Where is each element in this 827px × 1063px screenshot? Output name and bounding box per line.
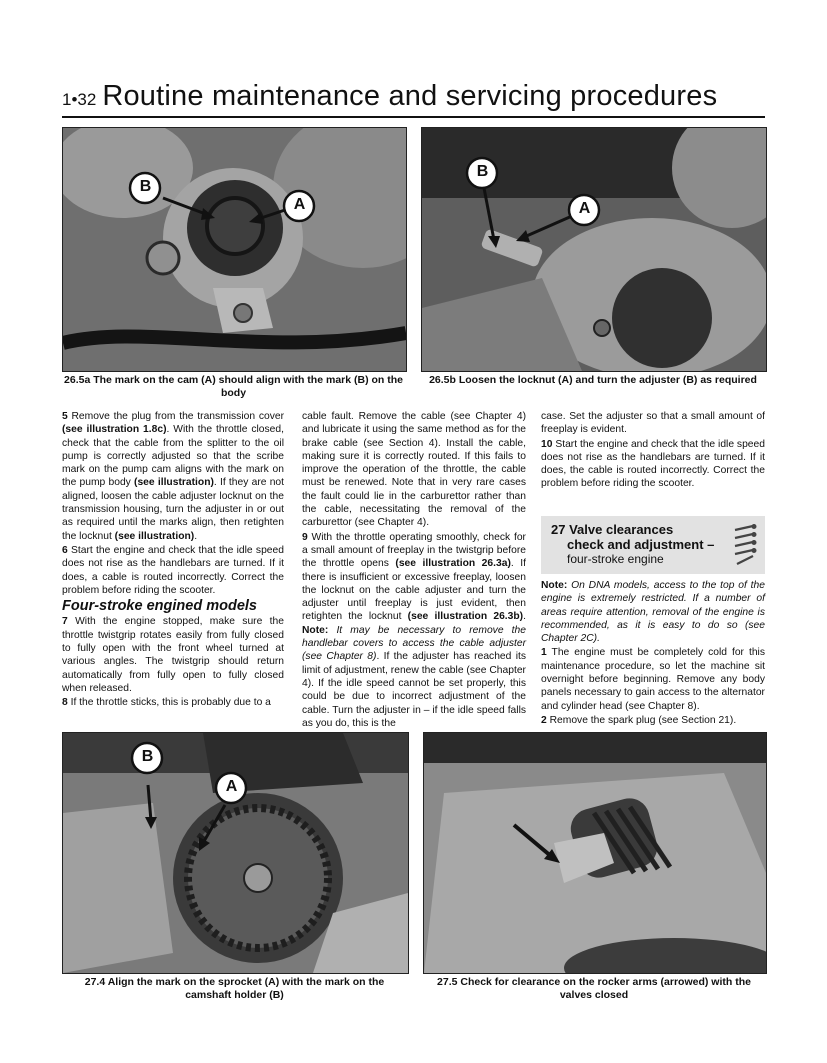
text-column-2: [302, 410, 526, 731]
caption-26-5b: 26.5b Loosen the locknut (A) and turn the adjuster (B) as required: [429, 374, 757, 386]
callout-a-label: A: [225, 778, 238, 795]
photo-27-5: [423, 732, 767, 974]
paragraph-8: 8 If the throttle sticks, this is probably due to a: [62, 697, 271, 709]
step-1: 1 The engine must be completely cold for this maintenance procedure, so let the machine sit overnight before beginning. Remove any body panels necessary to gain access to the alternator and cylinder head (see Chapter 8).: [541, 647, 765, 712]
page-number: 1•32: [62, 90, 97, 109]
callout-b-label: B: [139, 178, 152, 195]
section-title-line2: check and adjustment –: [567, 537, 715, 552]
photo-27-4: [62, 732, 409, 974]
subheading-four-stroke: Four-stroke engined models: [62, 598, 257, 615]
page-header: [62, 80, 717, 113]
section-27-heading: [541, 516, 765, 574]
header-rule: [62, 116, 765, 118]
section-title-line1: 27 Valve clearances: [551, 522, 674, 537]
text-column-1: [62, 410, 284, 711]
section-note: Note: On DNA models, access to the top of the engine is extremely restricted. If a number of areas require attention, removal of the engine is recommended, as it is easy to do so (see Chapter 2C).: [541, 580, 765, 645]
callout-b-label: B: [476, 163, 489, 180]
caption-27-5: 27.5 Check for clearance on the rocker arms (arrowed) with the valves closed: [437, 976, 751, 1001]
difficulty-spanner-icon: [733, 524, 757, 568]
page-title: Routine maintenance and servicing procedures: [102, 80, 718, 112]
paragraph-8-cont: cable fault. Remove the cable (see Chapter 4) and lubricate it using the same method as for the brake cable (see Section 4). Install the cable, making sure it is correctly routed. If this fails to improve the operation of the throttle, the cable must be renewed. Note that in very rare cases the fault could lie in the carburettor rather than the cable, necessitating the removal of the carburettor (see Chapter 4).: [302, 411, 526, 529]
caption-27-4: 27.4 Align the mark on the sprocket (A) with the mark on the camshaft holder (B): [84, 976, 385, 1001]
photo-26-5a: [62, 127, 407, 372]
paragraph-6: 6 Start the engine and check that the idle speed does not rise as the handlebars are turned. If it does, a cable is routed incorrectly. Correct the problem before riding the scooter.: [62, 544, 284, 596]
caption-26-5a: 26.5a The mark on the cam (A) should align with the mark (B) on the body: [64, 374, 403, 399]
text-column-3: [541, 410, 765, 492]
paragraph-5: 5 Remove the plug from the transmission cover (see illustration 1.8c). With the throttle closed, check that the cable from the splitter to the oil pump is correctly adjusted so that the scribe mark on the pump cam aligns with the mark on the pump body (see illustration). If they are not aligned, loosen the cable adjuster locknut on the transmission housing, turn the adjuster in or out as required until the marks align, then retighten the locknut (see illustration).: [62, 411, 285, 542]
callout-a-label: A: [578, 200, 591, 217]
callout-a-label: A: [293, 196, 306, 213]
paragraph-9: 9 With the throttle operating smoothly, check for a small amount of freeplay in the twistgrip before the throttle opens (see illustration 26.3a). If there is insufficient or excessive freeplay, loosen the locknut on the cable adjuster and turn the adjuster until freeplay is just evident, then retighten the locknut (see illustration 26.3b). Note: It may be necessary to remove the handlebar covers to access the cable adjuster (see Chapter 8). If the adjuster has reached its limit of adjustment, renew the cable (see Chapter 4). If the idle speed cannot be set properly, this could be due to incorrect adjustment of the cable. Turn the adjuster in – if the idle speed falls as you do, this is the: [302, 531, 526, 729]
callout-b-label: B: [141, 748, 154, 765]
paragraph-10: 10 Start the engine and check that the idle speed does not rise as the handlebars are turned. If it does, the cable is routed incorrectly. Correct the problem before riding the scooter.: [541, 438, 765, 490]
section-title-line3: four-stroke engine: [567, 552, 664, 566]
text-column-3-lower: [541, 579, 765, 728]
photo-26-5b: [421, 127, 767, 372]
step-2: 2 Remove the spark plug (see Section 21).: [541, 714, 737, 726]
paragraph-9-cont: case. Set the adjuster so that a small amount of freeplay is evident.: [541, 411, 765, 436]
paragraph-7: 7 With the engine stopped, make sure the throttle twistgrip rotates easily from fully closed to fully open with the front wheel turned at various angles. The twistgrip should return automatically from fully open to fully closed when released.: [62, 616, 284, 694]
